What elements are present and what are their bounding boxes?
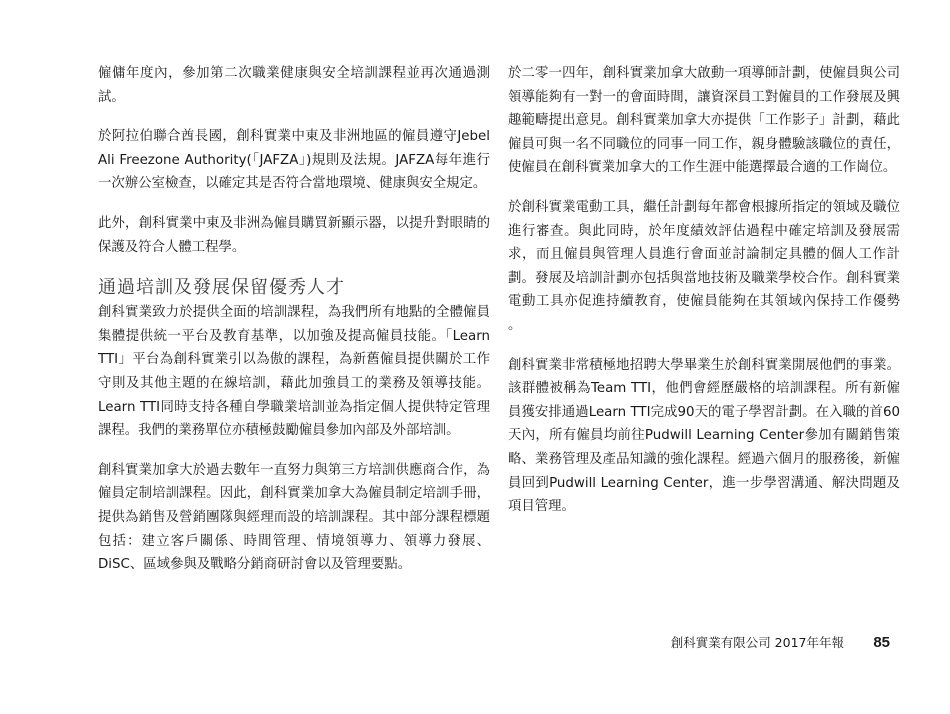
right-column (508, 62, 900, 535)
paragraph: 於阿拉伯聯合酋長國，創科實業中東及非洲地區的僱員遵守Jebel Ali Freezone Authority(「JAFZA」)規則及法規。JAFZA每年進行一次辦公室檢查，以確定其是否符合當地環境、健康與安全規定。 (98, 129, 490, 192)
paragraph: 創科實業非常積極地招聘大學畢業生於創科實業開展他們的事業。該群體被稱為Team TTI，他們會經歷嚴格的培訓課程。所有新僱員獲安排通過Learn TTI完成90天的電子學習計劃。在入職的首60天內，所有僱員均前往Pudwill Learning Center參加有關銷售策略、業務管理及產品知識的強化課程。經過六個月的服務後，新僱員回到Pudwill Learning Center，進一步學習溝通、解決問題及項目管理。 (508, 357, 900, 515)
paragraph: 於二零一四年，創科實業加拿大啟動一項導師計劃，使僱員與公司領導能夠有一對一的會面時間，讓資深員工對僱員的工作發展及興趣範疇提出意見。創科實業加拿大亦提供「工作影子」計劃，藉此僱員可與一名不同職位的同事一同工作，親身體驗該職位的責任，使僱員在創科實業加拿大的工作生涯中能選擇最合適的工作崗位。 (508, 66, 900, 176)
page-number: 85 (873, 634, 890, 651)
paragraph: 於創科實業電動工具，繼任計劃每年都會根據所指定的領域及職位進行審查。與此同時，於年度績效評估過程中確定培訓及發展需求，而且僱員與管理人員進行會面並討論制定具體的個人工作計劃。發展及培訓計劃亦包括與當地技術及職業學校合作。創科實業電動工具亦促進持續教育，使僱員能夠在其領域內保持工作優勢 。 (508, 199, 900, 333)
paragraph: 創科實業致力於提供全面的培訓課程，為我們所有地點的全體僱員集體提供統一平台及教育基準，以加強及提高僱員技能。「Learn TTI」平台為創科實業引以為傲的課程，為新舊僱員提供關於工作守則及其他主題的在線培訓，藉此加強員工的業務及領導技能。Learn TTI同時支持各種自學職業培訓並為指定個人提供特定管理課程。我們的業務單位亦積極鼓勵僱員參加內部及外部培訓。 (98, 305, 490, 439)
footer-company: 創科實業有限公司 2017年年報 (670, 635, 844, 650)
section-heading: 通過培訓及發展保留優秀人才 (98, 277, 345, 299)
paragraph: 僱傭年度內，參加第二次職業健康與安全培訓課程並再次通過測試。 (98, 66, 490, 105)
paragraph: 此外，創科實業中東及非洲為僱員購買新顯示器，以提升對眼睛的保護及符合人體工程學。 (98, 215, 490, 255)
page-footer (0, 633, 950, 653)
left-column (98, 62, 490, 593)
paragraph: 創科實業加拿大於過去數年一直努力與第三方培訓供應商合作，為僱員定制培訓課程。因此，創科實業加拿大為僱員制定培訓手冊，提供為銷售及營銷團隊與經理而設的培訓課程。其中部分課程標題包括：建立客戶關係、時間管理、情境領導力、領導力發展、DiSC、區域參與及戰略分銷商研討會以及管理要點。 (98, 462, 490, 573)
